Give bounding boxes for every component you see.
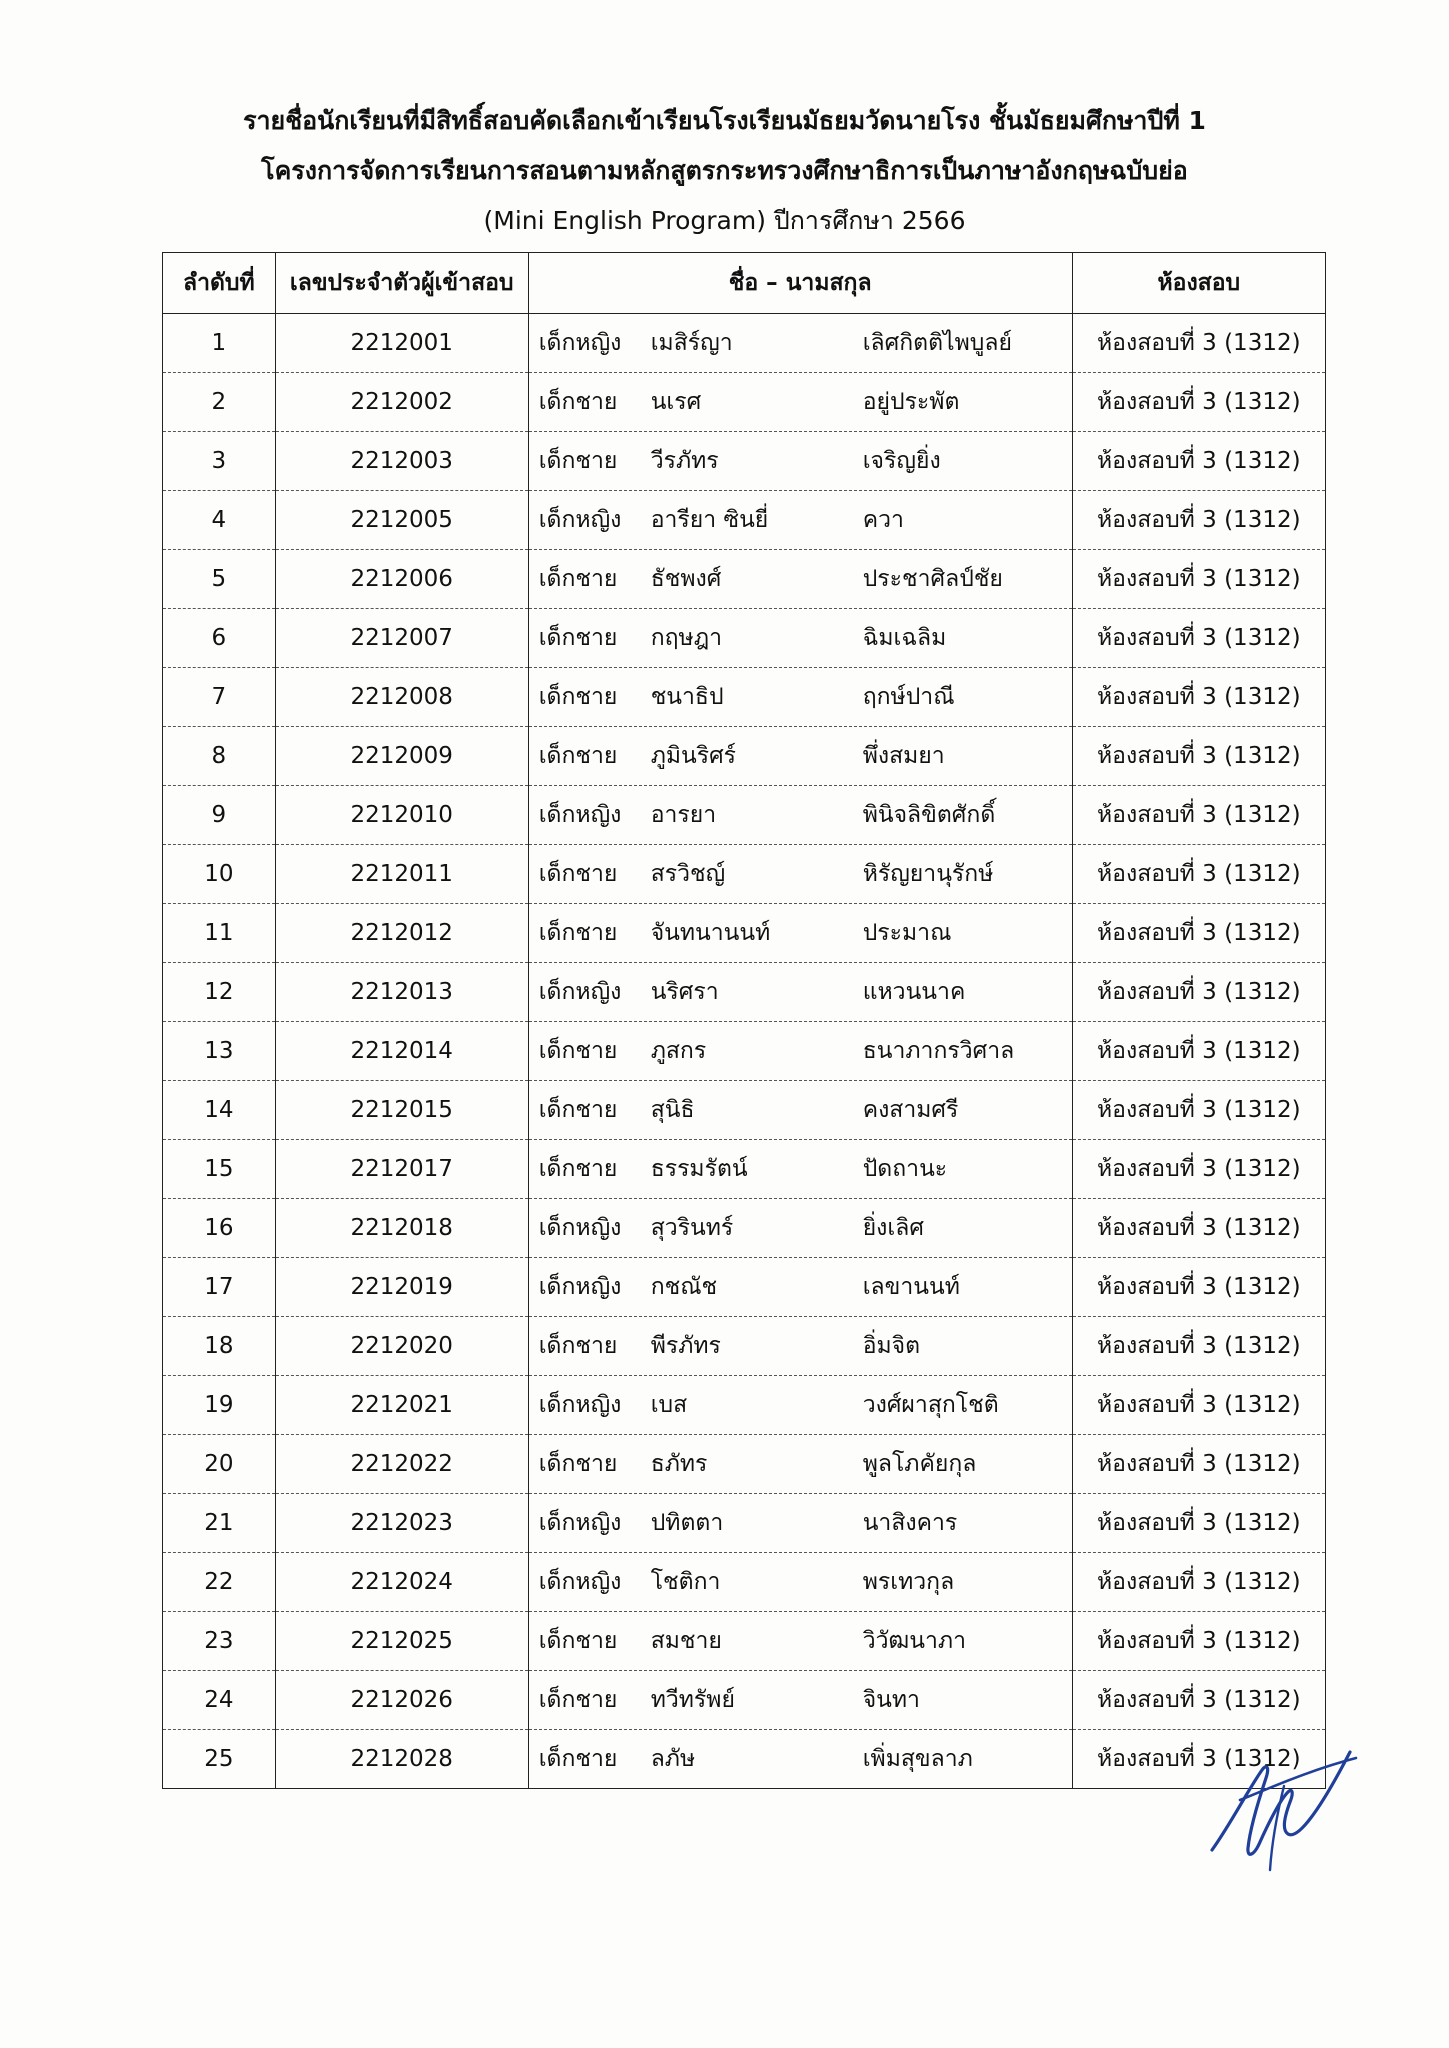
row-last-name: จินทา xyxy=(862,1687,920,1713)
row-name-prefix: เด็กหญิง xyxy=(538,1569,622,1595)
row-first-name: เบส xyxy=(650,1392,688,1418)
row-last-name: เลิศกิตติไพบูลย์ xyxy=(862,330,1012,356)
table-row xyxy=(163,1671,1326,1730)
row-name-prefix: เด็กหญิง xyxy=(538,802,622,828)
row-exam-id: 2212011 xyxy=(275,845,528,904)
row-name-prefix: เด็กชาย xyxy=(538,625,618,651)
table-row xyxy=(163,845,1326,904)
row-number: 20 xyxy=(163,1435,276,1494)
row-number: 18 xyxy=(163,1317,276,1376)
row-exam-room: ห้องสอบที่ 3 (1312) xyxy=(1072,1317,1325,1376)
row-first-name: ธัชพงศ์ xyxy=(650,566,722,592)
row-full-name xyxy=(528,904,1072,963)
row-number: 1 xyxy=(163,314,276,373)
header-full-name: ชื่อ – นามสกุล xyxy=(528,253,1072,314)
row-first-name: สรวิชญ์ xyxy=(650,861,726,887)
row-exam-id: 2212008 xyxy=(275,668,528,727)
table-row xyxy=(163,963,1326,1022)
row-number: 19 xyxy=(163,1376,276,1435)
row-exam-room: ห้องสอบที่ 3 (1312) xyxy=(1072,727,1325,786)
document-title-line-2: โครงการจัดการเรียนการสอนตามหลักสูตรกระทรวงศึกษาธิการเป็นภาษาอังกฤษฉบับย่อ xyxy=(261,156,1188,185)
row-last-name: เพิ่มสุขลาภ xyxy=(862,1746,973,1772)
row-name-prefix: เด็กชาย xyxy=(538,1628,618,1654)
row-exam-room: ห้องสอบที่ 3 (1312) xyxy=(1072,1199,1325,1258)
table-row xyxy=(163,904,1326,963)
row-number: 6 xyxy=(163,609,276,668)
row-number: 16 xyxy=(163,1199,276,1258)
row-last-name: ประชาศิลป์ชัย xyxy=(862,566,1003,592)
row-number: 17 xyxy=(163,1258,276,1317)
row-exam-room: ห้องสอบที่ 3 (1312) xyxy=(1072,314,1325,373)
table-row xyxy=(163,1730,1326,1789)
row-first-name: อารียา ซินยี่ xyxy=(650,507,769,533)
table-row xyxy=(163,1140,1326,1199)
row-last-name: พรเทวกุล xyxy=(862,1569,955,1595)
row-last-name: วิวัฒนาภา xyxy=(862,1628,967,1654)
row-exam-room: ห้องสอบที่ 3 (1312) xyxy=(1072,1435,1325,1494)
row-exam-id: 2212010 xyxy=(275,786,528,845)
document-title-line-1: รายชื่อนักเรียนที่มีสิทธิ์สอบคัดเลือกเข้าเรียนโรงเรียนมัธยมวัดนายโรง ชั้นมัธยมศึกษาปีที่ 1 xyxy=(243,106,1206,135)
row-last-name: ควา xyxy=(862,507,904,533)
row-exam-room: ห้องสอบที่ 3 (1312) xyxy=(1072,1494,1325,1553)
row-exam-id: 2212018 xyxy=(275,1199,528,1258)
row-first-name: ทวีทรัพย์ xyxy=(650,1687,735,1713)
row-number: 2 xyxy=(163,373,276,432)
row-exam-id: 2212005 xyxy=(275,491,528,550)
row-first-name: ภูมินริศร์ xyxy=(650,743,737,769)
row-number: 24 xyxy=(163,1671,276,1730)
row-exam-room: ห้องสอบที่ 3 (1312) xyxy=(1072,1258,1325,1317)
row-last-name: ประมาณ xyxy=(862,920,952,946)
row-name-prefix: เด็กชาย xyxy=(538,389,618,415)
row-full-name xyxy=(528,1258,1072,1317)
row-last-name: ฉิมเฉลิม xyxy=(862,625,947,651)
row-first-name: สุวรินทร์ xyxy=(650,1215,734,1241)
row-name-prefix: เด็กชาย xyxy=(538,684,618,710)
row-number: 13 xyxy=(163,1022,276,1081)
row-full-name xyxy=(528,1081,1072,1140)
row-full-name xyxy=(528,786,1072,845)
row-name-prefix: เด็กหญิง xyxy=(538,1510,622,1536)
table-row xyxy=(163,491,1326,550)
row-name-prefix: เด็กชาย xyxy=(538,1451,618,1477)
row-exam-room: ห้องสอบที่ 3 (1312) xyxy=(1072,432,1325,491)
row-last-name: ฤกษ์ปาณี xyxy=(862,684,955,710)
row-full-name xyxy=(528,1022,1072,1081)
row-first-name: กฤษฎา xyxy=(650,625,723,651)
row-first-name: เมสิร์ญา xyxy=(650,330,733,356)
row-number: 5 xyxy=(163,550,276,609)
row-last-name: นาสิงคาร xyxy=(862,1510,958,1536)
row-name-prefix: เด็กชาย xyxy=(538,1746,618,1772)
row-exam-room: ห้องสอบที่ 3 (1312) xyxy=(1072,786,1325,845)
row-first-name: โชติกา xyxy=(650,1569,721,1595)
row-name-prefix: เด็กหญิง xyxy=(538,1274,622,1300)
row-last-name: พูลโภคัยกุล xyxy=(862,1451,977,1477)
row-name-prefix: เด็กชาย xyxy=(538,566,618,592)
table-row xyxy=(163,1081,1326,1140)
row-first-name: จันทนานนท์ xyxy=(650,920,771,946)
row-full-name xyxy=(528,314,1072,373)
row-name-prefix: เด็กชาย xyxy=(538,743,618,769)
row-exam-room: ห้องสอบที่ 3 (1312) xyxy=(1072,1553,1325,1612)
row-exam-id: 2212020 xyxy=(275,1317,528,1376)
row-last-name: พึ่งสมยา xyxy=(862,743,945,769)
row-first-name: ปทิตตา xyxy=(650,1510,724,1536)
table-row xyxy=(163,373,1326,432)
table-row xyxy=(163,1494,1326,1553)
row-exam-id: 2212007 xyxy=(275,609,528,668)
row-first-name: กชณัช xyxy=(650,1274,718,1300)
row-full-name xyxy=(528,1553,1072,1612)
row-number: 23 xyxy=(163,1612,276,1671)
table-row xyxy=(163,1199,1326,1258)
row-name-prefix: เด็กชาย xyxy=(538,448,618,474)
row-exam-id: 2212024 xyxy=(275,1553,528,1612)
row-exam-id: 2212003 xyxy=(275,432,528,491)
row-number: 12 xyxy=(163,963,276,1022)
table-row xyxy=(163,1022,1326,1081)
row-exam-id: 2212023 xyxy=(275,1494,528,1553)
header-exam-room: ห้องสอบ xyxy=(1072,253,1325,314)
row-name-prefix: เด็กหญิง xyxy=(538,330,622,356)
row-last-name: พินิจลิขิตศักดิ์ xyxy=(862,802,996,828)
row-exam-id: 2212019 xyxy=(275,1258,528,1317)
table-row xyxy=(163,1258,1326,1317)
row-number: 9 xyxy=(163,786,276,845)
row-name-prefix: เด็กชาย xyxy=(538,861,618,887)
row-exam-room: ห้องสอบที่ 3 (1312) xyxy=(1072,904,1325,963)
row-number: 8 xyxy=(163,727,276,786)
row-full-name xyxy=(528,1612,1072,1671)
row-name-prefix: เด็กหญิง xyxy=(538,507,622,533)
signature-icon xyxy=(1200,1730,1360,1880)
row-exam-id: 2212028 xyxy=(275,1730,528,1789)
table-row xyxy=(163,432,1326,491)
row-name-prefix: เด็กหญิง xyxy=(538,979,622,1005)
row-first-name: สมชาย xyxy=(650,1628,722,1654)
row-full-name xyxy=(528,1730,1072,1789)
row-exam-id: 2212025 xyxy=(275,1612,528,1671)
row-number: 15 xyxy=(163,1140,276,1199)
row-exam-id: 2212013 xyxy=(275,963,528,1022)
row-first-name: ธภัทร xyxy=(650,1451,708,1477)
document-title-line-3: (Mini English Program) ปีการศึกษา 2566 xyxy=(483,206,966,235)
table-body xyxy=(163,314,1326,1789)
table-header-row xyxy=(163,253,1326,314)
row-first-name: ลภัษ xyxy=(650,1746,696,1772)
row-exam-room: ห้องสอบที่ 3 (1312) xyxy=(1072,491,1325,550)
row-full-name xyxy=(528,963,1072,1022)
row-number: 25 xyxy=(163,1730,276,1789)
row-number: 4 xyxy=(163,491,276,550)
row-last-name: วงศ์ผาสุกโชติ xyxy=(862,1392,999,1418)
row-full-name xyxy=(528,727,1072,786)
row-exam-id: 2212014 xyxy=(275,1022,528,1081)
row-first-name: พีรภัทร xyxy=(650,1333,721,1359)
header-number: ลำดับที่ xyxy=(163,253,276,314)
row-name-prefix: เด็กชาย xyxy=(538,1333,618,1359)
row-exam-id: 2212017 xyxy=(275,1140,528,1199)
row-exam-id: 2212002 xyxy=(275,373,528,432)
student-list-table xyxy=(162,252,1326,1789)
row-exam-id: 2212012 xyxy=(275,904,528,963)
row-name-prefix: เด็กหญิง xyxy=(538,1392,622,1418)
table-row xyxy=(163,1435,1326,1494)
row-exam-room: ห้องสอบที่ 3 (1312) xyxy=(1072,668,1325,727)
table-row xyxy=(163,1612,1326,1671)
row-first-name: ธรรมรัตน์ xyxy=(650,1156,748,1182)
row-full-name xyxy=(528,550,1072,609)
row-full-name xyxy=(528,1199,1072,1258)
row-exam-room: ห้องสอบที่ 3 (1312) xyxy=(1072,609,1325,668)
row-first-name: นเรศ xyxy=(650,389,702,415)
row-last-name: อยู่ประพัต xyxy=(862,389,960,415)
row-name-prefix: เด็กชาย xyxy=(538,1687,618,1713)
row-first-name: นริศรา xyxy=(650,979,719,1005)
row-exam-id: 2212006 xyxy=(275,550,528,609)
row-number: 10 xyxy=(163,845,276,904)
row-last-name: แหวนนาค xyxy=(862,979,966,1005)
row-exam-room: ห้องสอบที่ 3 (1312) xyxy=(1072,963,1325,1022)
row-full-name xyxy=(528,491,1072,550)
row-exam-room: ห้องสอบที่ 3 (1312) xyxy=(1072,845,1325,904)
row-number: 7 xyxy=(163,668,276,727)
row-exam-room: ห้องสอบที่ 3 (1312) xyxy=(1072,373,1325,432)
row-first-name: อารยา xyxy=(650,802,717,828)
row-first-name: ภูสกร xyxy=(650,1038,707,1064)
row-last-name: อิ่มจิต xyxy=(862,1333,921,1359)
row-last-name: คงสามศรี xyxy=(862,1097,959,1123)
row-number: 11 xyxy=(163,904,276,963)
row-exam-room: ห้องสอบที่ 3 (1312) xyxy=(1072,1022,1325,1081)
row-name-prefix: เด็กชาย xyxy=(538,1097,618,1123)
table-row xyxy=(163,727,1326,786)
row-exam-room: ห้องสอบที่ 3 (1312) xyxy=(1072,1081,1325,1140)
row-number: 3 xyxy=(163,432,276,491)
row-last-name: ยิ่งเลิศ xyxy=(862,1215,924,1241)
row-exam-id: 2212001 xyxy=(275,314,528,373)
row-full-name xyxy=(528,1435,1072,1494)
row-first-name: วีรภัทร xyxy=(650,448,719,474)
row-full-name xyxy=(528,609,1072,668)
row-exam-id: 2212026 xyxy=(275,1671,528,1730)
row-first-name: ชนาธิป xyxy=(650,684,724,710)
row-full-name xyxy=(528,1376,1072,1435)
row-full-name xyxy=(528,373,1072,432)
table-row xyxy=(163,668,1326,727)
row-full-name xyxy=(528,1140,1072,1199)
row-name-prefix: เด็กหญิง xyxy=(538,1215,622,1241)
row-last-name: หิรัญยานุรักษ์ xyxy=(862,861,994,887)
row-last-name: เลขานนท์ xyxy=(862,1274,960,1300)
row-exam-id: 2212021 xyxy=(275,1376,528,1435)
table-row xyxy=(163,314,1326,373)
table-row xyxy=(163,609,1326,668)
row-name-prefix: เด็กชาย xyxy=(538,920,618,946)
row-number: 22 xyxy=(163,1553,276,1612)
row-exam-room: ห้องสอบที่ 3 (1312) xyxy=(1072,1671,1325,1730)
row-exam-room: ห้องสอบที่ 3 (1312) xyxy=(1072,1376,1325,1435)
row-last-name: ปัดถานะ xyxy=(862,1156,948,1182)
row-last-name: ธนาภากรวิศาล xyxy=(862,1038,1015,1064)
row-exam-room: ห้องสอบที่ 3 (1312) xyxy=(1072,1612,1325,1671)
row-exam-room: ห้องสอบที่ 3 (1312) xyxy=(1072,1140,1325,1199)
row-exam-room: ห้องสอบที่ 3 (1312) xyxy=(1072,1730,1325,1789)
row-full-name xyxy=(528,1671,1072,1730)
row-full-name xyxy=(528,1494,1072,1553)
table-row xyxy=(163,1553,1326,1612)
row-exam-id: 2212009 xyxy=(275,727,528,786)
row-first-name: สุนิธิ xyxy=(650,1097,695,1123)
row-full-name xyxy=(528,668,1072,727)
table-row xyxy=(163,1376,1326,1435)
row-exam-room: ห้องสอบที่ 3 (1312) xyxy=(1072,550,1325,609)
table-row xyxy=(163,786,1326,845)
header-exam-id: เลขประจำตัวผู้เข้าสอบ xyxy=(275,253,528,314)
row-last-name: เจริญยิ่ง xyxy=(862,448,941,474)
row-name-prefix: เด็กชาย xyxy=(538,1156,618,1182)
table-row xyxy=(163,1317,1326,1376)
row-exam-id: 2212015 xyxy=(275,1081,528,1140)
row-exam-id: 2212022 xyxy=(275,1435,528,1494)
row-full-name xyxy=(528,432,1072,491)
row-full-name xyxy=(528,1317,1072,1376)
row-name-prefix: เด็กชาย xyxy=(538,1038,618,1064)
row-full-name xyxy=(528,845,1072,904)
row-number: 14 xyxy=(163,1081,276,1140)
table-row xyxy=(163,550,1326,609)
row-number: 21 xyxy=(163,1494,276,1553)
